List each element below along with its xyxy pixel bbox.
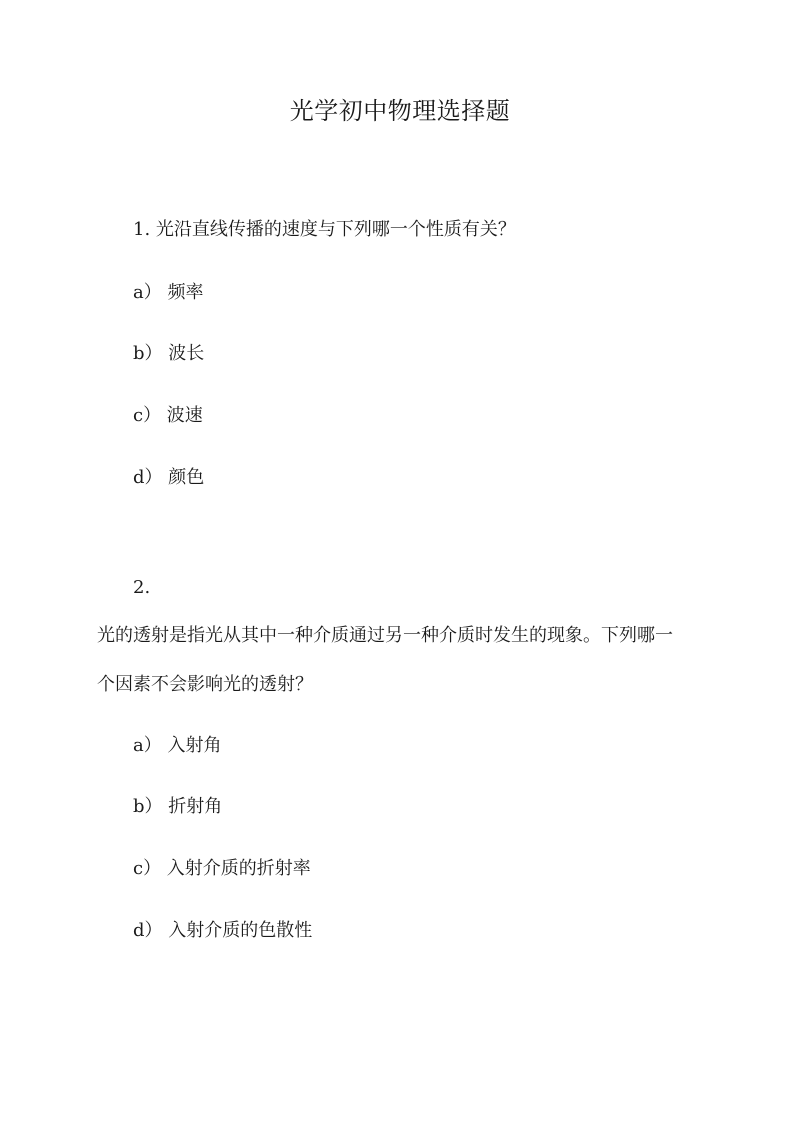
question-2-option-d: d） 入射介质的色散性 xyxy=(133,920,313,941)
question-2-number: 2. xyxy=(133,577,151,598)
question-1-option-d: d） 颜色 xyxy=(133,467,205,488)
question-2-option-c: c） 入射介质的折射率 xyxy=(133,858,311,879)
question-2-option-b: b） 折射角 xyxy=(133,796,223,817)
question-2-prompt-line-2: 个因素不会影响光的透射？ xyxy=(97,674,313,695)
question-2-option-a: a） 入射角 xyxy=(133,735,222,756)
question-1-option-a: a） 频率 xyxy=(133,282,204,303)
question-2-prompt-line-1: 光的透射是指光从其中一种介质通过另一种介质时发生的现象。下列哪一 xyxy=(97,625,673,646)
page-title: 光学初中物理选择题 xyxy=(289,97,511,125)
question-1-prompt: 1. 光沿直线传播的速度与下列哪一个性质有关？ xyxy=(133,219,516,240)
question-1-option-c: c） 波速 xyxy=(133,405,203,426)
question-1-option-b: b） 波长 xyxy=(133,343,205,364)
